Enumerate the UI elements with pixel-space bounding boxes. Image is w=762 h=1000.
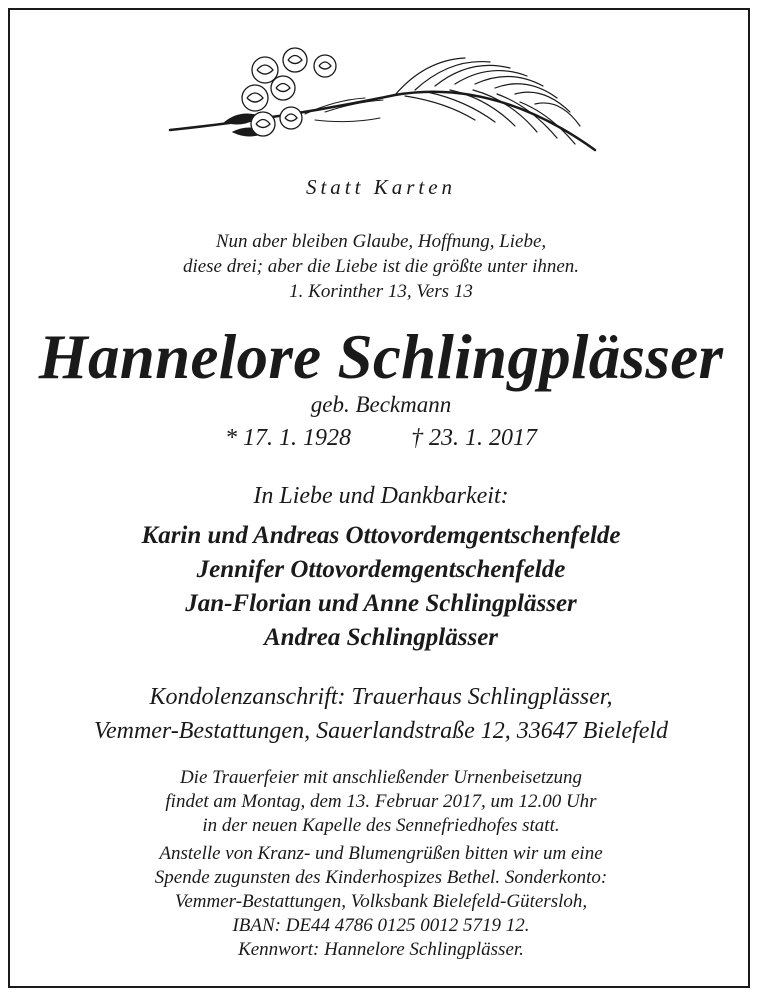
mourner-name: Karin und Andreas Ottovordemgentschenfelde — [141, 522, 621, 549]
funeral-line: in der neuen Kapelle des Sennefriedhofes statt. — [202, 815, 560, 836]
donation-line: Kennwort: Hannelore Schlingplässer. — [238, 939, 524, 960]
donation-line: Spende zugunsten des Kinderhospizes Bethel. Sonderkonto: — [154, 867, 608, 888]
condolence-address — [0, 680, 762, 748]
donation-info — [0, 842, 762, 962]
mourners-intro: In Liebe und Dankbarkeit: — [253, 483, 509, 509]
mourners-list — [0, 519, 762, 655]
bible-verse — [0, 229, 762, 304]
mourner-name: Jan-Florian und Anne Schlingplässer — [185, 590, 577, 617]
donation-line: IBAN: DE44 4786 0125 0012 5719 12. — [232, 915, 530, 936]
death-date: † 23. 1. 2017 — [411, 425, 537, 451]
verse-reference: 1. Korinther 13, Vers 13 — [289, 281, 473, 302]
birth-date: * 17. 1. 1928 — [225, 425, 351, 451]
address-line: Vemmer-Bestattungen, Sauerlandstraße 12, 33647 Bielefeld — [93, 718, 669, 744]
donation-line: Anstelle von Kranz- und Blumengrüßen bitten wir um eine — [159, 843, 603, 864]
funeral-line: findet am Montag, dem 13. Februar 2017, um 12.00 Uhr — [165, 791, 597, 812]
donation-line: Vemmer-Bestattungen, Volksbank Bielefeld-Gütersloh, — [174, 891, 588, 912]
verse-line: diese drei; aber die Liebe ist die größte unter ihnen. — [182, 256, 580, 277]
deceased-name: Hannelore Schlingplässer — [38, 322, 724, 392]
statt-karten-heading: Statt Karten — [305, 175, 457, 199]
funeral-line: Die Trauerfeier mit anschließender Urnenbeisetzung — [179, 767, 583, 788]
mourner-name: Jennifer Ottovordemgentschenfelde — [196, 556, 566, 583]
maiden-name: geb. Beckmann — [310, 392, 452, 417]
address-line: Kondolenzanschrift: Trauerhaus Schlingplässer, — [149, 684, 613, 710]
verse-line: Nun aber bleiben Glaube, Hoffnung, Liebe, — [215, 231, 547, 252]
funeral-info — [0, 766, 762, 838]
feather-with-roses-icon — [165, 40, 600, 170]
mourner-name: Andrea Schlingplässer — [263, 624, 499, 651]
life-dates — [0, 425, 762, 452]
